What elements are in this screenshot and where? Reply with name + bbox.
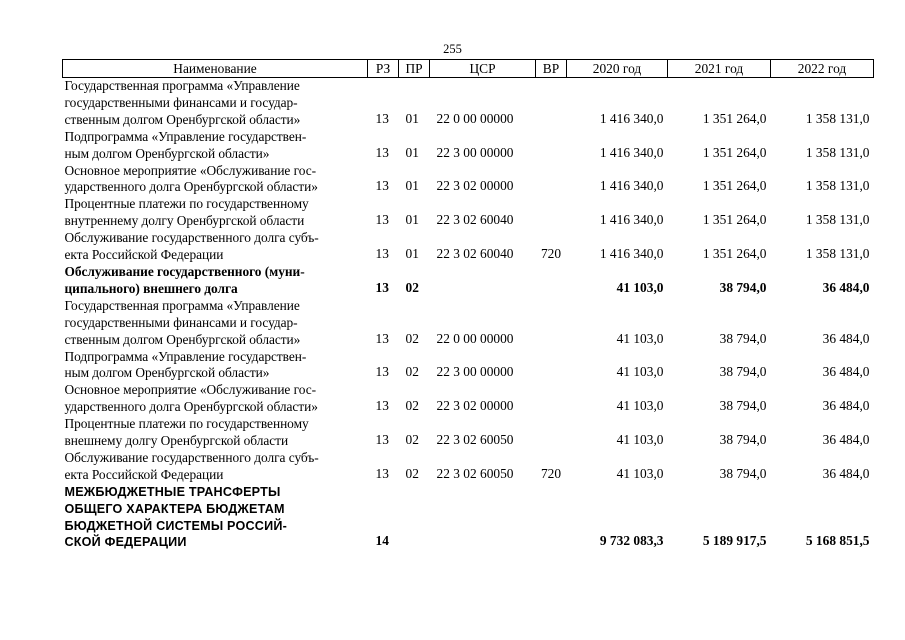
cell-2021: 5 189 917,5: [702, 533, 767, 549]
cell-2021: 1 351 264,0: [702, 110, 767, 126]
cell-vr: [536, 163, 567, 197]
name-line: ципального) внешнего долга: [64, 280, 238, 296]
cell-pr: 02: [405, 364, 419, 380]
cell-2021: 38 794,0: [719, 398, 767, 414]
cell-2021: 1 351 264,0: [702, 246, 767, 262]
table-row: [63, 78, 874, 129]
table-row: [63, 196, 874, 230]
name-line: Обслуживание государственного долга субъ-: [64, 449, 319, 465]
name-line: внешнему долгу Оренбургской области: [64, 433, 289, 449]
cell-csr: 22 0 00 00000: [436, 330, 514, 346]
table-row: [63, 129, 874, 163]
name-line: ОБЩЕГО ХАРАКТЕРА БЮДЖЕТАМ: [64, 501, 285, 516]
cell-2022: 1 358 131,0: [805, 110, 870, 126]
cell-rz: 13: [375, 110, 389, 126]
cell-pr: 01: [405, 178, 419, 194]
cell-rz: 13: [375, 212, 389, 228]
cell-2020: 41 103,0: [616, 330, 664, 346]
cell-2022: 1 358 131,0: [805, 144, 870, 160]
cell-2020: 1 416 340,0: [599, 178, 664, 194]
cell-vr: [536, 196, 567, 230]
header-rz: РЗ: [368, 60, 399, 78]
cell-pr: 02: [405, 330, 419, 346]
cell-csr: 22 3 02 60050: [436, 465, 514, 481]
name-line: государственными финансами и государ-: [64, 314, 298, 330]
page-number: 255: [443, 42, 462, 56]
name-line: ственным долгом Оренбургской области»: [64, 111, 301, 127]
cell-csr: 22 3 02 60040: [436, 212, 514, 228]
name-line: БЮДЖЕТНОЙ СИСТЕМЫ РОССИЙ-: [64, 518, 287, 533]
cell-2021: 1 351 264,0: [702, 212, 767, 228]
header-2021: 2021 год: [668, 60, 771, 78]
cell-rz: 13: [375, 279, 389, 295]
cell-csr: 22 3 02 60050: [436, 432, 514, 448]
name-line: екта Российской Федерации: [64, 466, 224, 482]
cell-2022: 36 484,0: [822, 279, 870, 295]
cell-vr: 720: [540, 246, 562, 262]
table-row: [63, 163, 874, 197]
name-line: Основное мероприятие «Обслуживание гос-: [64, 382, 317, 398]
name-line: Основное мероприятие «Обслуживание гос-: [64, 162, 317, 178]
cell-2022: 5 168 851,5: [805, 533, 870, 549]
cell-pr: 02: [405, 465, 419, 481]
cell-vr: [536, 264, 567, 298]
cell-vr: [536, 349, 567, 383]
name-line: ударственного долга Оренбургской области»: [64, 399, 318, 415]
cell-2020: 1 416 340,0: [599, 246, 664, 262]
cell-2020: 41 103,0: [616, 432, 664, 448]
cell-csr: [430, 484, 536, 552]
cell-2021: 1 351 264,0: [702, 144, 767, 160]
table-body: [63, 78, 874, 552]
cell-vr: [536, 416, 567, 450]
name-line: Обслуживание государственного долга субъ-: [64, 230, 319, 246]
name-line: ным долгом Оренбургской области»: [64, 365, 270, 381]
cell-pr: 01: [405, 110, 419, 126]
name-line: екта Российской Федерации: [64, 247, 224, 263]
name-line: Подпрограмма «Управление государствен-: [64, 128, 307, 144]
cell-2022: 36 484,0: [822, 398, 870, 414]
cell-csr: [430, 264, 536, 298]
cell-pr: 02: [405, 398, 419, 414]
name-line: Процентные платежи по государственному: [64, 196, 309, 212]
cell-2022: 36 484,0: [822, 364, 870, 380]
name-line: государственными финансами и государ-: [64, 94, 298, 110]
cell-2020: 41 103,0: [616, 279, 664, 295]
cell-name: [63, 382, 368, 416]
cell-2022: 36 484,0: [822, 465, 870, 481]
cell-pr: 01: [405, 212, 419, 228]
cell-name: [63, 264, 368, 298]
cell-name: [63, 416, 368, 450]
cell-2020: 1 416 340,0: [599, 144, 664, 160]
table-row: [63, 230, 874, 264]
cell-rz: 13: [375, 178, 389, 194]
name-line: Государственная программа «Управление: [64, 297, 300, 313]
cell-rz: 13: [375, 364, 389, 380]
cell-rz: 13: [375, 246, 389, 262]
name-line: СКОЙ ФЕДЕРАЦИИ: [64, 535, 187, 550]
header-2020: 2020 год: [567, 60, 668, 78]
cell-pr: 01: [405, 246, 419, 262]
cell-2022: 1 358 131,0: [805, 212, 870, 228]
cell-csr: 22 3 02 60040: [436, 246, 514, 262]
cell-2020: 1 416 340,0: [599, 212, 664, 228]
name-line: Обслуживание государственного (муни-: [64, 263, 305, 279]
name-line: ственным долгом Оренбургской области»: [64, 331, 301, 347]
cell-pr: 02: [405, 432, 419, 448]
cell-name: [63, 298, 368, 349]
name-line: Процентные платежи по государственному: [64, 416, 309, 432]
name-line: Подпрограмма «Управление государствен-: [64, 348, 307, 364]
cell-name: [63, 163, 368, 197]
header-vr: ВР: [536, 60, 567, 78]
cell-2020: 1 416 340,0: [599, 110, 664, 126]
cell-name: [63, 78, 368, 129]
cell-csr: 22 3 00 00000: [436, 144, 514, 160]
cell-vr: [536, 78, 567, 129]
cell-csr: 22 3 02 00000: [436, 398, 514, 414]
header-row: [63, 60, 874, 78]
name-line: МЕЖБЮДЖЕТНЫЕ ТРАНСФЕРТЫ: [64, 484, 281, 499]
cell-2021: 38 794,0: [719, 279, 767, 295]
cell-2020: 41 103,0: [616, 364, 664, 380]
header-csr: ЦСР: [430, 60, 536, 78]
cell-csr: 22 0 00 00000: [436, 110, 514, 126]
table-row: [63, 382, 874, 416]
cell-name: [63, 450, 368, 484]
name-line: ным долгом Оренбургской области»: [64, 145, 270, 161]
cell-name: [63, 484, 368, 552]
cell-2020: 41 103,0: [616, 398, 664, 414]
cell-rz: 14: [375, 533, 389, 549]
cell-vr: [536, 298, 567, 349]
header-pr: ПР: [399, 60, 430, 78]
cell-2021: 38 794,0: [719, 330, 767, 346]
cell-2021: 1 351 264,0: [702, 178, 767, 194]
cell-rz: 13: [375, 398, 389, 414]
name-line: Государственная программа «Управление: [64, 78, 300, 93]
table-row: [63, 264, 874, 298]
header-name: Наименование: [63, 60, 368, 78]
cell-pr: 01: [405, 144, 419, 160]
cell-vr: 720: [540, 465, 562, 481]
name-line: ударственного долга Оренбургской области»: [64, 179, 318, 195]
cell-vr: [536, 129, 567, 163]
table-row: [63, 349, 874, 383]
cell-rz: 13: [375, 465, 389, 481]
cell-pr: 02: [405, 279, 419, 295]
cell-pr: [399, 484, 430, 552]
cell-2020: 9 732 083,3: [599, 533, 664, 549]
cell-csr: 22 3 02 00000: [436, 178, 514, 194]
cell-name: [63, 129, 368, 163]
cell-name: [63, 230, 368, 264]
cell-2021: 38 794,0: [719, 432, 767, 448]
cell-2022: 1 358 131,0: [805, 178, 870, 194]
cell-name: [63, 349, 368, 383]
cell-rz: 13: [375, 144, 389, 160]
cell-vr: [536, 382, 567, 416]
table-row: [63, 484, 874, 552]
name-line: внутреннему долгу Оренбургской области: [64, 213, 305, 229]
cell-2022: 36 484,0: [822, 330, 870, 346]
cell-2021: 38 794,0: [719, 465, 767, 481]
table-row: [63, 298, 874, 349]
cell-vr: [536, 484, 567, 552]
cell-name: [63, 196, 368, 230]
cell-2022: 36 484,0: [822, 432, 870, 448]
cell-csr: 22 3 00 00000: [436, 364, 514, 380]
header-2022: 2022 год: [771, 60, 874, 78]
cell-rz: 13: [375, 330, 389, 346]
cell-2021: 38 794,0: [719, 364, 767, 380]
cell-2022: 1 358 131,0: [805, 246, 870, 262]
table-row: [63, 416, 874, 450]
cell-2020: 41 103,0: [616, 465, 664, 481]
budget-table: [62, 59, 874, 551]
cell-rz: 13: [375, 432, 389, 448]
table-row: [63, 450, 874, 484]
